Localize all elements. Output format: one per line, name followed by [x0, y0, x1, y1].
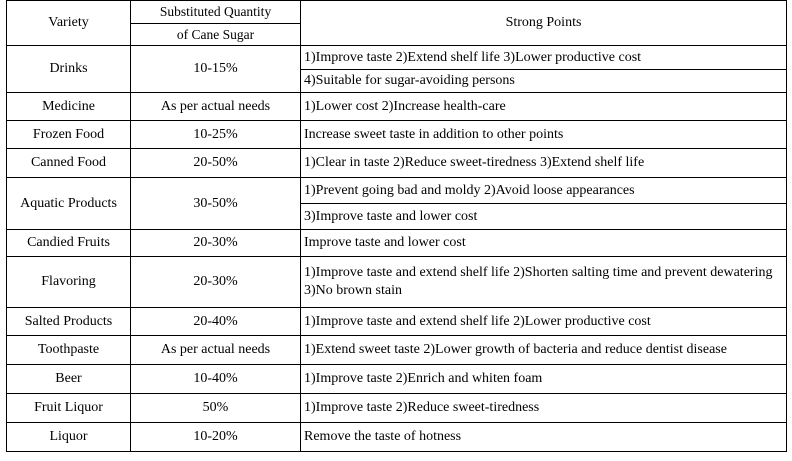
- points-cell: 3)Improve taste and lower cost: [301, 204, 787, 230]
- points-cell: 1)Clear in taste 2)Reduce sweet-tiredness 3)Extend shelf life: [301, 149, 787, 178]
- variety-header: Variety: [7, 1, 131, 46]
- quantity-cell: 30-50%: [131, 178, 301, 230]
- quantity-cell: 10-25%: [131, 121, 301, 149]
- variety-cell: Flavoring: [7, 257, 131, 308]
- variety-cell: Aquatic Products: [7, 178, 131, 230]
- variety-cell: Frozen Food: [7, 121, 131, 149]
- quantity-cell: 10-40%: [131, 365, 301, 394]
- points-cell: 1)Prevent going bad and moldy 2)Avoid loose appearances: [301, 178, 787, 204]
- points-cell: Increase sweet taste in addition to other points: [301, 121, 787, 149]
- strong-points-header: Strong Points: [301, 1, 787, 46]
- sugar-substitute-table: [6, 0, 787, 452]
- points-cell: 1)Improve taste and extend shelf life 2)Lower productive cost: [301, 308, 787, 336]
- points-cell: 1)Improve taste 2)Reduce sweet-tiredness: [301, 394, 787, 423]
- points-cell: 1)Improve taste 2)Enrich and whiten foam: [301, 365, 787, 394]
- quantity-cell: 20-40%: [131, 308, 301, 336]
- variety-cell: Toothpaste: [7, 336, 131, 365]
- variety-cell: Beer: [7, 365, 131, 394]
- quantity-cell: 10-20%: [131, 423, 301, 452]
- points-cell: 4)Suitable for sugar-avoiding persons: [301, 70, 787, 93]
- quantity-cell: 20-30%: [131, 257, 301, 308]
- quantity-cell: As per actual needs: [131, 93, 301, 121]
- variety-cell: Liquor: [7, 423, 131, 452]
- variety-cell: Fruit Liquor: [7, 394, 131, 423]
- points-cell: 1)Improve taste 2)Extend shelf life 3)Lower productive cost: [301, 46, 787, 70]
- points-cell: Improve taste and lower cost: [301, 230, 787, 257]
- quantity-cell: 10-15%: [131, 46, 301, 93]
- variety-cell: Canned Food: [7, 149, 131, 178]
- quantity-cell: As per actual needs: [131, 336, 301, 365]
- points-cell: 1)Improve taste and extend shelf life 2)Shorten salting time and prevent dewatering 3)No brown stain: [301, 257, 787, 308]
- points-cell: 1)Lower cost 2)Increase health-care: [301, 93, 787, 121]
- points-cell: 1)Extend sweet taste 2)Lower growth of bacteria and reduce dentist disease: [301, 336, 787, 365]
- variety-cell: Candied Fruits: [7, 230, 131, 257]
- variety-cell: Salted Products: [7, 308, 131, 336]
- variety-cell: Medicine: [7, 93, 131, 121]
- quantity-header-line2: of Cane Sugar: [131, 24, 301, 46]
- variety-cell: Drinks: [7, 46, 131, 93]
- quantity-cell: 20-50%: [131, 149, 301, 178]
- points-cell: Remove the taste of hotness: [301, 423, 787, 452]
- quantity-cell: 50%: [131, 394, 301, 423]
- quantity-cell: 20-30%: [131, 230, 301, 257]
- quantity-header-line1: Substituted Quantity: [131, 1, 301, 24]
